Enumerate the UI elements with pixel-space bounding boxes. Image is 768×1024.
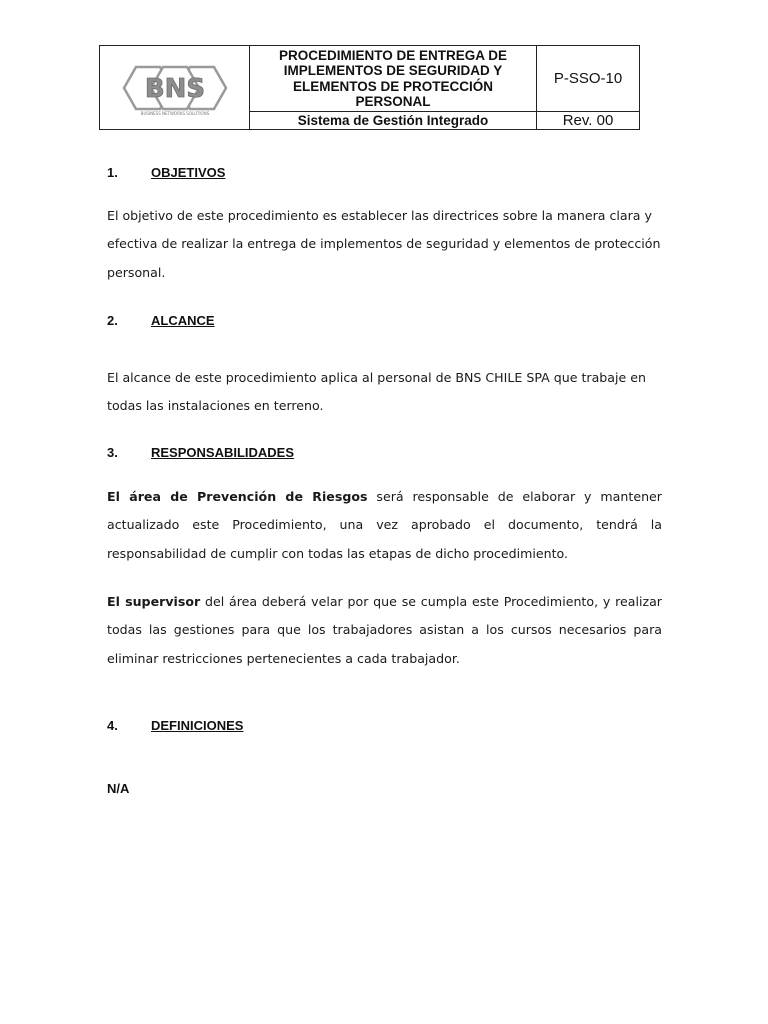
section-title: DEFINICIONES [151,718,244,733]
definiciones-value: N/A [107,781,130,796]
document-header-table [99,45,640,130]
document-code: P-SSO-10 [537,46,639,112]
section-heading-responsabilidades [107,445,294,460]
responsible-party-supervisor: El supervisor [107,594,201,609]
section-heading-objetivos [107,165,225,180]
responsibility-text: será responsable de elaborar y mantener actualizado este Procedimiento, una vez aprobado el documento, tendrá la responsabilidad de cumplir con todas las etapas de dicho procedimiento. [107,489,662,561]
revision-label: Rev. 00 [562,112,614,129]
section-title: ALCANCE [151,313,215,328]
section-number: 1. [107,165,118,180]
section-number: 3. [107,445,118,460]
logo-text: BNS [144,73,205,104]
company-logo-cell [100,46,250,129]
section-title: OBJETIVOS [151,165,226,180]
alcance-paragraph: El alcance de este procedimiento aplica al personal de BNS CHILE SPA que trabaje en todas las instalaciones en terreno. [107,370,646,414]
logo-subtext: BUSINESS NETWORKS SOLUTIONS [140,110,209,116]
responsabilidades-paragraph-prevencion [107,483,662,568]
responsabilidades-paragraph-supervisor [107,588,662,673]
responsible-party-prevencion: El área de Prevención de Riesgos [107,489,368,504]
section-heading-alcance [107,313,215,328]
management-system-label: Sistema de Gestión Integrado [250,112,537,129]
section-heading-definiciones [107,718,243,733]
section-number: 2. [107,313,118,328]
section-number: 4. [107,718,118,733]
responsibility-text: del área deberá velar por que se cumpla este Procedimiento, y realizar todas las gestiones para que los trabajadores asistan a los cursos necesarios para eliminar restricciones pertenecientes a cada trabajador. [107,594,662,666]
document-title: PROCEDIMIENTO DE ENTREGA DE IMPLEMENTOS DE SEGURIDAD Y ELEMENTOS DE PROTECCIÓN PERSONAL [250,46,537,112]
bns-logo [116,57,234,119]
objetivos-paragraph: El objetivo de este procedimiento es establecer las directrices sobre la manera clara y efectiva de realizar la entrega de implementos de seguridad y elementos de protección personal. [107,208,661,280]
section-title: RESPONSABILIDADES [151,445,295,460]
